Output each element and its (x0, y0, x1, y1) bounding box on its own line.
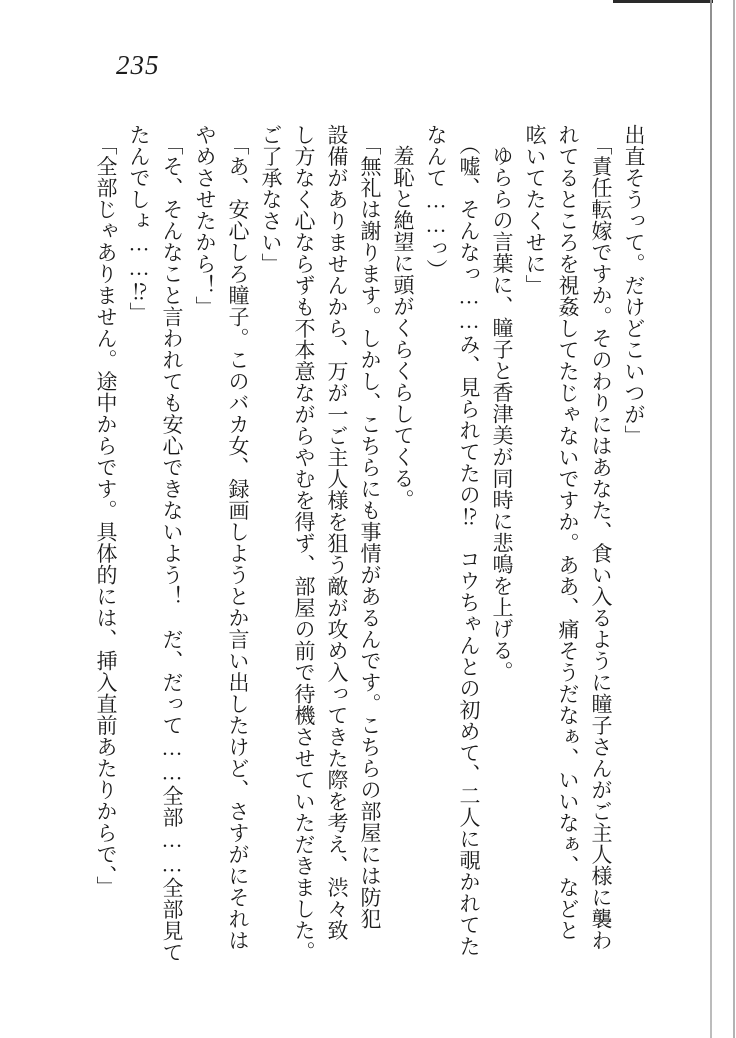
text-line: 設備がありませんから、万が一ご主人様を狙う敵が攻め入ってきた際を考え、渋々致 (325, 124, 349, 941)
text-line: 出直そうって。だけどこいつが」 (622, 124, 646, 447)
scan-artifact-top-bar (613, 0, 713, 3)
text-line: 「そ、そんなこと言われても安心できないよう！ だ、だって……全部……全部見て (160, 134, 184, 963)
text-line: 「無礼は謝ります。しかし、こちらにも事情があるんです。こちらの部屋には防犯 (358, 134, 382, 930)
text-line: し方なく心ならずも不本意ながらやむを得ず、部屋の前で待機させていただきました。 (292, 124, 316, 963)
text-line: 「全部じゃありません。途中からです。具体的には、挿入直前あたりからで、」 (94, 134, 118, 898)
text-line: ゆららの言葉に、瞳子と香津美が同時に悲鳴を上げる。 (490, 145, 514, 683)
scan-artifact-page-edge-line (710, 0, 712, 1038)
text-line: 呟いてたくせに」 (523, 124, 547, 296)
text-line: 「責任転嫁ですか。そのわりにはあなた、食い入るように瞳子さんがご主人様に襲わ (589, 134, 613, 951)
text-block (88, 124, 650, 963)
text-line: ご了承なさい」 (259, 124, 283, 275)
text-line: （嘘、そんなっ……み、見られてたの⁉ コウちゃんとの初めて、二人に覗かれてた (457, 134, 481, 957)
text-line: なんて……っ） (424, 124, 448, 281)
page-number: 235 (116, 50, 160, 80)
text-line: 羞恥と絶望に頭がくらくらしてくる。 (391, 145, 415, 511)
text-line: 「あ、安心しろ瞳子。このバカ女、録画しようとか言い出したけど、さすがにそれは (226, 134, 250, 951)
scan-artifact-right-edge-line (733, 0, 735, 1038)
text-line: たんでしょ……⁉」 (127, 124, 151, 324)
text-line: れてるところを視姦してたじゃないですか。ああ、痛そうだなぁ、いいなぁ、などと (556, 124, 580, 941)
text-line: やめさせたから！」 (193, 124, 217, 318)
